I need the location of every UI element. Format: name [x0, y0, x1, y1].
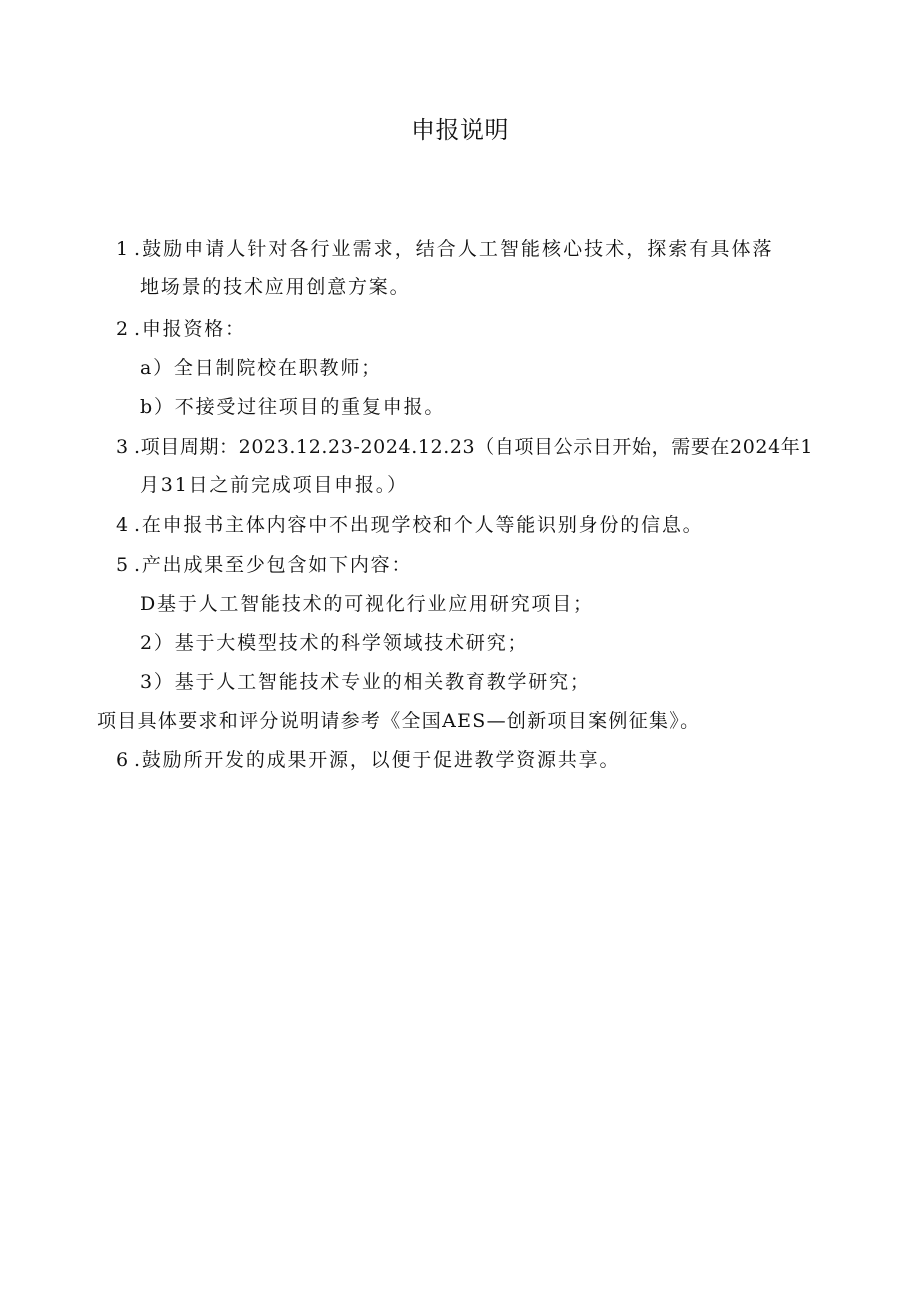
item-4-text: .在申报书主体内容中不出现学校和个人等能识别身份的信息。: [134, 514, 704, 536]
item-5-text: .产出成果至少包含如下内容：: [134, 554, 413, 576]
item-6-text: .鼓励所开发的成果开源，以便于促进教学资源共享。: [134, 749, 621, 771]
item-5-sub-2: 2）基于大模型技术的科学领域技术研究；: [140, 632, 529, 654]
item-2-sub-b: b）不接受过往项目的重复申报。: [140, 396, 446, 418]
item-2-number: 2: [116, 318, 130, 340]
reference-note: 项目具体要求和评分说明请参考《全国AES—创新项目案例征集》。: [97, 710, 701, 732]
item-1-text-line-2: 地场景的技术应用创意方案。: [140, 276, 411, 298]
item-2-sub-a: a）全日制院校在职教师；: [140, 357, 382, 379]
item-2-text: .申报资格：: [134, 318, 246, 340]
item-3-text-line-1: .项目周期：2023.12.23-2024.12.23（自项目公示日开始，需要在2024年1: [134, 436, 814, 458]
item-5-sub-3: 3）基于人工智能技术专业的相关教育教学研究；: [140, 671, 591, 693]
item-3-number: 3: [116, 436, 130, 458]
item-5-sub-1: D基于人工智能技术的可视化行业应用研究项目；: [140, 593, 594, 615]
item-1-text-line-1: .鼓励申请人针对各行业需求，结合人工智能核心技术，探索有具体落: [134, 238, 774, 260]
item-5-number: 5: [116, 554, 130, 576]
item-4-number: 4: [116, 514, 130, 536]
page-title: 申报说明: [411, 116, 509, 144]
item-1-number: 1: [116, 238, 130, 260]
item-6-number: 6: [116, 749, 130, 771]
item-3-text-line-2: 月31日之前完成项目申报。）: [140, 474, 408, 496]
